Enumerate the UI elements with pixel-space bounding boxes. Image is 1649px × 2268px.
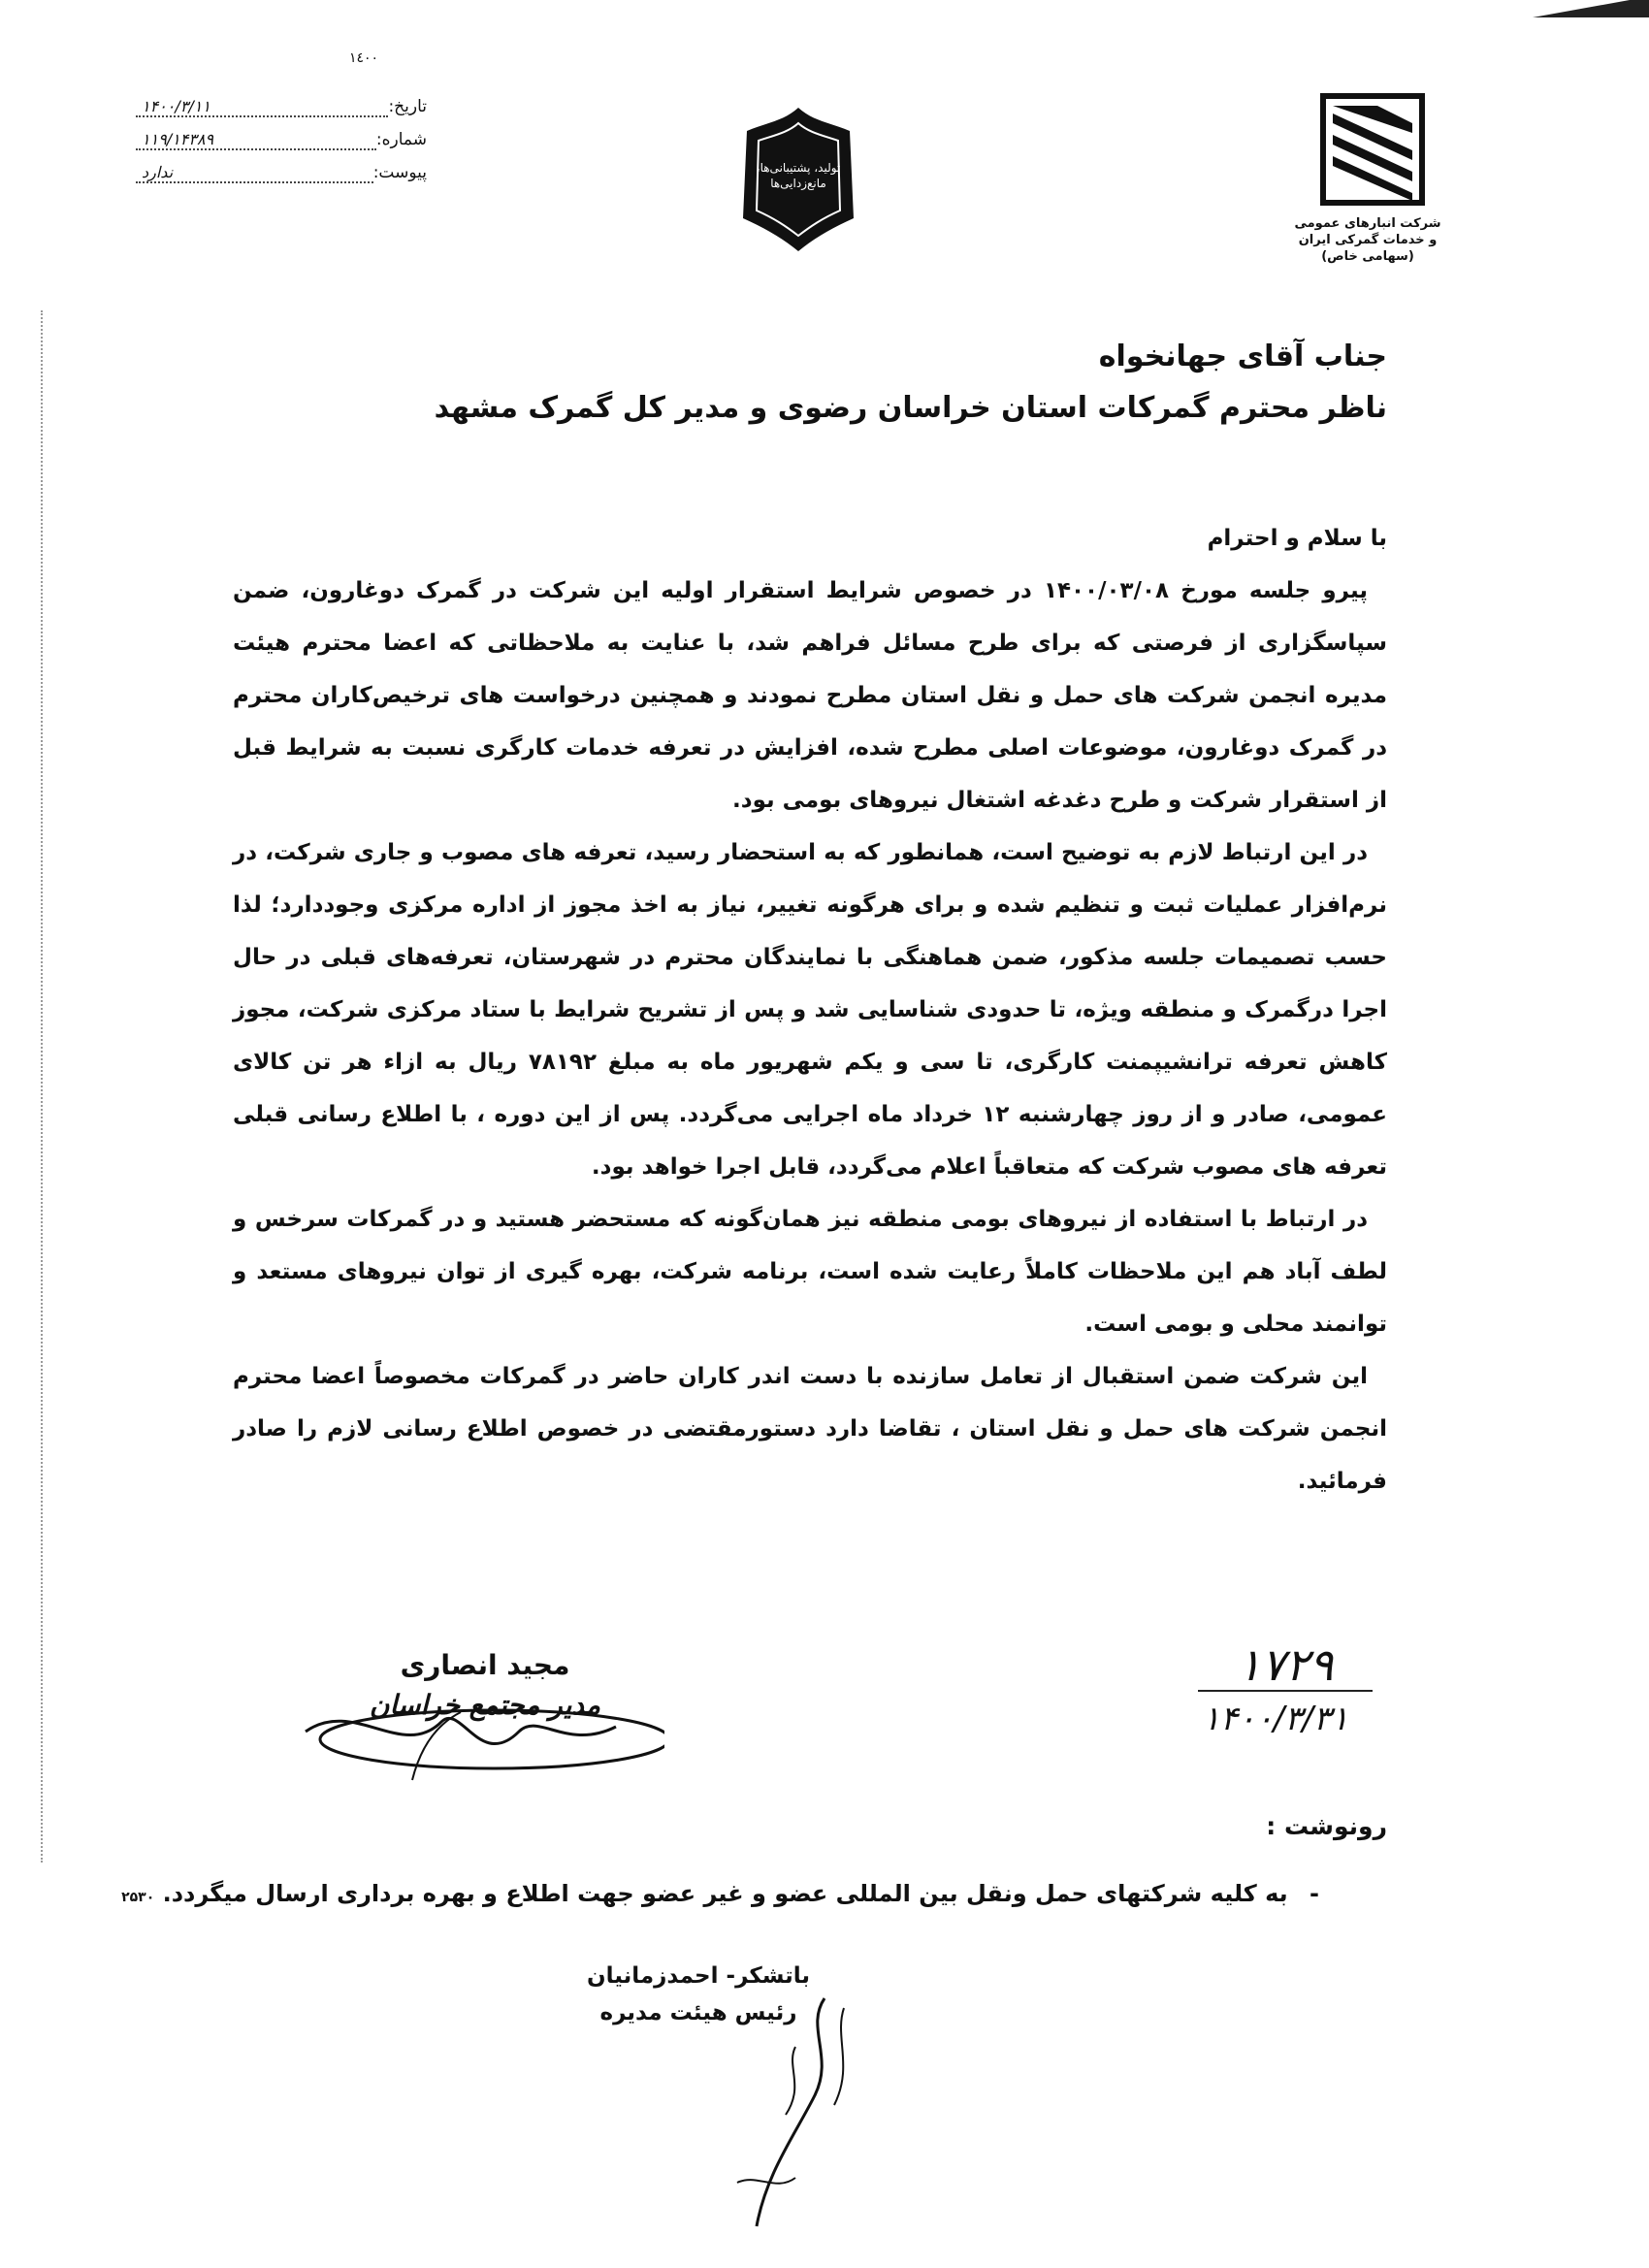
number-label: شماره:: [375, 130, 427, 149]
closing-thanks: باتشکر- احمدزمانیان: [586, 1963, 811, 1989]
addressee-name: جناب آقای جهانخواه: [1098, 340, 1387, 373]
paragraph: در این ارتباط لازم به توضیح است، همانطور که به استحضار رسید، تعرفه های مصوب و جاری شرکت، در نرم‌افزار عملیات ثبت و تنظیم شده و برای هرگونه تغییر، نیاز به اخذ مجوز از اداره مرکزی وجوددارد؛ لذا حسب تصمیمات جلسه مذکور، ضمن هماهنگی با نمایندگان محترم در شهرستان، تعرفه‌های قبلی در حال اجرا درگمرک و منطقه ویژه، تا حدودی شناسایی شد و پس از تشریح شرایط با ستاد مرکزی شرکت، مجوز کاهش تعرفه ترانشیپمنت کارگری، تا سی و یکم شهریور ماه به مبلغ ۷۸۱۹۲ ریال به ازاء هر تن کالای عمومی، صادر و از روز چهارشنبه ۱۲ خرداد ماه اجرایی می‌گردد. پس از این دوره ، با اطلاع رسانی قبلی تعرفه های مصوب شرکت که متعاقباً اعلام می‌گردد، قابل اجرا خواهد بود.: [233, 840, 1388, 1180]
copy-label: رونوشت :: [1266, 1812, 1387, 1840]
scan-artifact-corner: [1513, 0, 1649, 23]
attachment-label: پیوست:: [372, 163, 427, 182]
letter-body: [233, 512, 1387, 1507]
top-mark: ١٤٠٠: [349, 50, 379, 66]
emblem-text: تولید، پشتیبانی‌ها، مانع‌زدایی‌ها: [756, 161, 841, 190]
copy-item-text: به کلیه شرکتهای حمل ونقل بین المللی عضو و غیر عضو جهت اطلاع و بهره برداری ارسال میگردد.: [162, 1880, 1288, 1907]
handwritten-ref-number: ۱۷۲۹: [1198, 1639, 1373, 1692]
paragraph: این شرکت ضمن استقبال از تعامل سازنده با دست اندر کاران حاضر در گمرکات مخصوصاً اعضا محترم انجمن شرکت های حمل و نقل استان ، تقاضا دارد دستورمقتضی در خصوص اطلاع رسانی لازم را صادر فرمائید.: [233, 1364, 1387, 1494]
date-label: تاریخ:: [388, 97, 427, 116]
paragraph: در ارتباط با استفاده از نیروهای بومی منطقه نیز همان‌گونه که مستحضر هستید و در گمرکات سرخس و لطف آباد هم این ملاحظات کاملاً رعایت شده است، برنامه شرکت، بهره گیری از توان نیروهای مستعد و توانمند محلی و بومی است.: [233, 1207, 1387, 1337]
signer-name: مجید انصاری: [400, 1649, 570, 1681]
copy-item-dash: -: [1310, 1880, 1319, 1907]
company-logo-icon: [1319, 92, 1426, 233]
attachment-value: ندارد: [136, 163, 373, 183]
second-signature-icon: [698, 1989, 892, 2231]
signer-title: مدیر مجتمع خراسان: [369, 1689, 601, 1721]
greeting: با سلام و احترام: [1207, 526, 1387, 551]
addressee-title: ناظر محترم گمرکات استان خراسان رضوی و مدیر کل گمرک مشهد: [434, 391, 1387, 425]
company-name: شرکت انبارهای عمومی و خدمات گمرکی ایران (سهامی خاص): [1294, 216, 1441, 264]
copy-item-mark: ۲۵۳۰: [121, 1890, 155, 1905]
paragraph: پیرو جلسه مورخ ۱۴۰۰/۰۳/۰۸ در خصوص شرایط استقرار اولیه این شرکت در گمرک دوغارون، ضمن سپاسگزاری از فرصتی که برای طرح مسائل فراهم شد، با عنایت به ملاحظاتی که اعضا محترم هیئت مدیره انجمن شرکت های حمل و نقل استان مطرح نمودند و همچنین درخواست های ترخیص‌کاران محترم در گمرک دوغارون، موضوعات اصلی مطرح شده، افزایش در تعرفه خدمات کارگری نسبت به شرایط قبل از استقرار شرکت و طرح دغدغه اشتغال نیروهای بومی بود.: [233, 578, 1387, 813]
closing-role: رئیس هیئت مدیره: [599, 2000, 797, 2025]
number-row: [136, 130, 427, 163]
attachment-row: [136, 163, 427, 196]
handwritten-ref-date: ۱۴۰۰/۳/۳۱: [1202, 1700, 1349, 1738]
number-value: ۱۱۹/۱۴۳۸۹: [136, 130, 376, 150]
copy-item: [107, 1880, 1319, 1907]
date-row: [136, 97, 427, 130]
scan-margin-dots: [41, 310, 45, 1863]
date-value: ۱۴۰۰/۳/۱۱: [136, 97, 388, 117]
signature-scribble-icon: [296, 1693, 664, 1785]
letter-meta: [136, 97, 427, 196]
addressee-block: [435, 340, 1387, 425]
